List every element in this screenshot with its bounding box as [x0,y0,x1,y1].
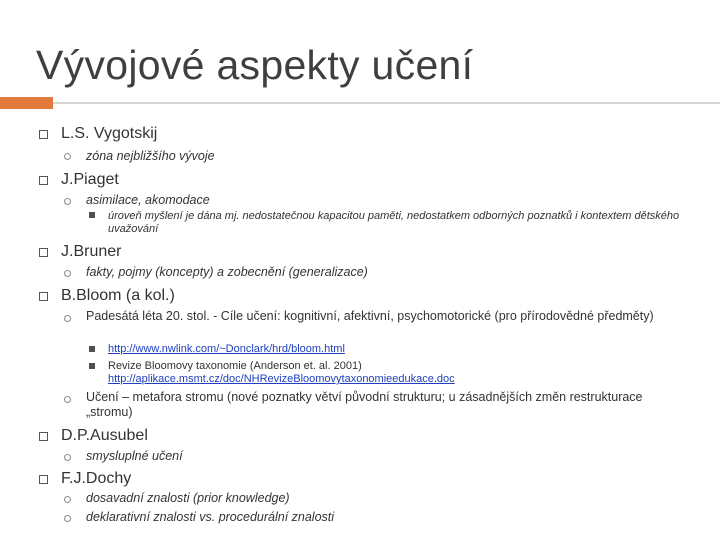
ring-bullet-icon [64,198,71,205]
square-bullet-icon [39,432,48,441]
ring-bullet-icon [64,515,71,522]
ring-bullet-icon [64,454,71,461]
section-heading-piaget: J.Piaget [61,171,119,188]
ring-bullet-icon [64,153,71,160]
ring-bullet-icon [64,496,71,503]
list-subitem: Revize Bloomovy taxonomie (Anderson et. al. 2001) [108,360,362,372]
square-bullet-icon [39,292,48,301]
square-bullet-icon [39,248,48,257]
list-subitem: úroveň myšlení je dána mj. nedostatečnou kapacitou paměti, nedostatkem odborných poznatků i kontextem dětského uvažování [108,210,680,235]
section-heading-bloom: B.Bloom (a kol.) [61,287,175,304]
section-heading-ausubel: D.P.Ausubel [61,427,148,444]
ring-bullet-icon [64,396,71,403]
section-heading-vygotskij: L.S. Vygotskij [61,125,158,142]
bloom-link[interactable]: http://www.nwlink.com/~Donclark/hrd/bloom.html [108,343,345,355]
ring-bullet-icon [64,315,71,322]
list-item: Padesátá léta 20. stol. - Cíle učení: kognitivní, afektivní, psychomotorické (pro přírodovědné předměty) [86,309,654,323]
revize-bloom-link[interactable]: http://aplikace.msmt.cz/doc/NHRevizeBloomovytaxonomieedukace.doc [108,373,455,385]
title-accent-bar [0,97,53,109]
list-item: asimilace, akomodace [86,193,210,207]
list-item: smysluplné učení [86,449,183,463]
square-bullet-icon [39,130,48,139]
filled-square-bullet-icon [89,363,95,369]
filled-square-bullet-icon [89,346,95,352]
slide-title: Vývojové aspekty učení [36,42,474,88]
title-divider [53,102,720,104]
list-item: deklarativní znalosti vs. procedurální znalosti [86,510,335,524]
section-heading-dochy: F.J.Dochy [61,470,132,487]
list-item: zóna nejbližšího vývoje [86,149,215,163]
filled-square-bullet-icon [89,212,95,218]
square-bullet-icon [39,475,48,484]
section-heading-bruner: J.Bruner [61,243,122,260]
list-item: Učení – metafora stromu (nové poznatky větví původní strukturu; u zásadnějších změn restrukturace „stromu) [86,390,643,419]
ring-bullet-icon [64,270,71,277]
list-item: dosavadní znalosti (prior knowledge) [86,491,290,505]
list-item: fakty, pojmy (koncepty) a zobecnění (generalizace) [86,265,368,279]
square-bullet-icon [39,176,48,185]
